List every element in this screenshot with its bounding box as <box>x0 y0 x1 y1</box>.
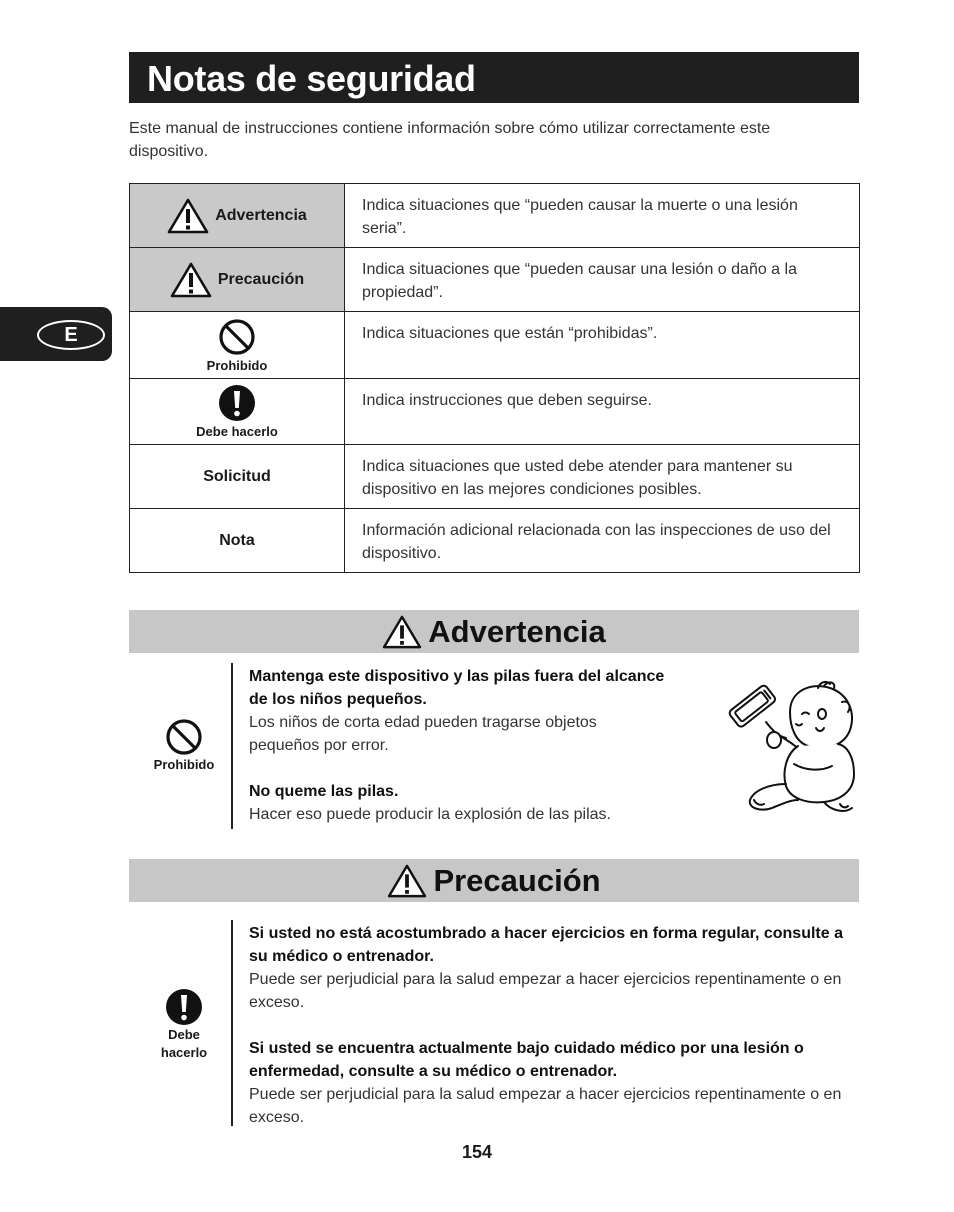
warning-triangle-icon <box>167 198 209 234</box>
page-title: Notas de seguridad <box>147 58 476 99</box>
side-icon-label: Debe <box>168 1027 200 1042</box>
baby-with-battery-illustration <box>720 672 860 820</box>
caution-section-title: Precaución <box>433 862 601 898</box>
legend-row-advertencia <box>130 184 860 248</box>
legend-description: Información adicional relacionada con las inspecciones de uso del dispositivo. <box>345 509 860 573</box>
legend-row-debe-hacerlo <box>130 379 860 445</box>
legend-description: Indica situaciones que usted debe atender para mantener su dispositivo en las mejores condiciones posibles. <box>345 445 860 509</box>
warning-triangle-icon <box>170 262 212 298</box>
page-title-bar <box>129 52 859 103</box>
caution-section-header <box>129 859 859 902</box>
legend-row-precaucion <box>130 248 860 312</box>
legend-description: Indica instrucciones que deben seguirse. <box>345 379 860 445</box>
caution-items <box>249 922 861 1129</box>
warning-triangle-icon <box>382 615 422 649</box>
warning-triangle-icon <box>387 864 427 898</box>
legend-row-solicitud <box>130 445 860 509</box>
legend-key-label: Solicitud <box>203 467 271 485</box>
legend-key-label: Debe hacerlo <box>196 424 278 439</box>
warning-section-title: Advertencia <box>428 613 606 649</box>
legend-key-label: Nota <box>219 531 255 549</box>
warning-side-icon <box>144 718 224 774</box>
warning-section-header <box>129 610 859 653</box>
side-icon-label: hacerlo <box>160 1045 208 1060</box>
warning-items <box>249 665 669 826</box>
legend-key-label: Prohibido <box>206 357 268 373</box>
intro-paragraph: Este manual de instrucciones contiene información sobre cómo utilizar correctamente este dispositivo. <box>129 120 771 160</box>
divider-line <box>231 663 233 829</box>
language-tab <box>0 307 112 361</box>
item-heading: Si usted se encuentra actualmente bajo cuidado médico por una lesión o enfermedad, consulte a su médico o entrenador. <box>249 1040 804 1080</box>
prohibited-icon <box>165 718 203 756</box>
mandatory-exclamation-icon <box>165 988 203 1026</box>
item-body: Puede ser perjudicial para la salud empezar a hacer ejercicios repentinamente o en exceso. <box>249 971 842 1011</box>
side-icon-label: Prohibido <box>153 757 215 772</box>
legend-row-prohibido <box>130 312 860 379</box>
legend-description: Indica situaciones que “pueden causar una lesión o daño a la propiedad”. <box>345 248 860 312</box>
caution-side-icon <box>144 988 224 1062</box>
item-heading: Mantenga este dispositivo y las pilas fuera del alcance de los niños pequeños. <box>249 668 665 708</box>
prohibited-icon <box>218 318 256 356</box>
item-body: Puede ser perjudicial para la salud empezar a hacer ejercicios repentinamente o en exceso. <box>249 1086 842 1126</box>
item-body: Hacer eso puede producir la explosión de las pilas. <box>249 806 611 823</box>
page-number: 154 <box>461 1142 493 1162</box>
legend-key-label: Precaución <box>217 270 305 288</box>
item-heading: No queme las pilas. <box>249 783 399 800</box>
item-heading: Si usted no está acostumbrado a hacer ejercicios en forma regular, consulte a su médico o entrenador. <box>249 925 843 965</box>
legend-key-label: Advertencia <box>215 206 307 224</box>
mandatory-exclamation-icon <box>218 384 256 422</box>
legend-description: Indica situaciones que “pueden causar la muerte o una lesión seria”. <box>345 184 860 248</box>
symbol-legend-table <box>129 183 860 573</box>
divider-line <box>231 920 233 1126</box>
language-tab-label: E <box>37 320 105 350</box>
legend-description: Indica situaciones que están “prohibidas”. <box>345 312 860 379</box>
legend-row-nota <box>130 509 860 573</box>
item-body: Los niños de corta edad pueden tragarse objetos pequeños por error. <box>249 714 597 754</box>
